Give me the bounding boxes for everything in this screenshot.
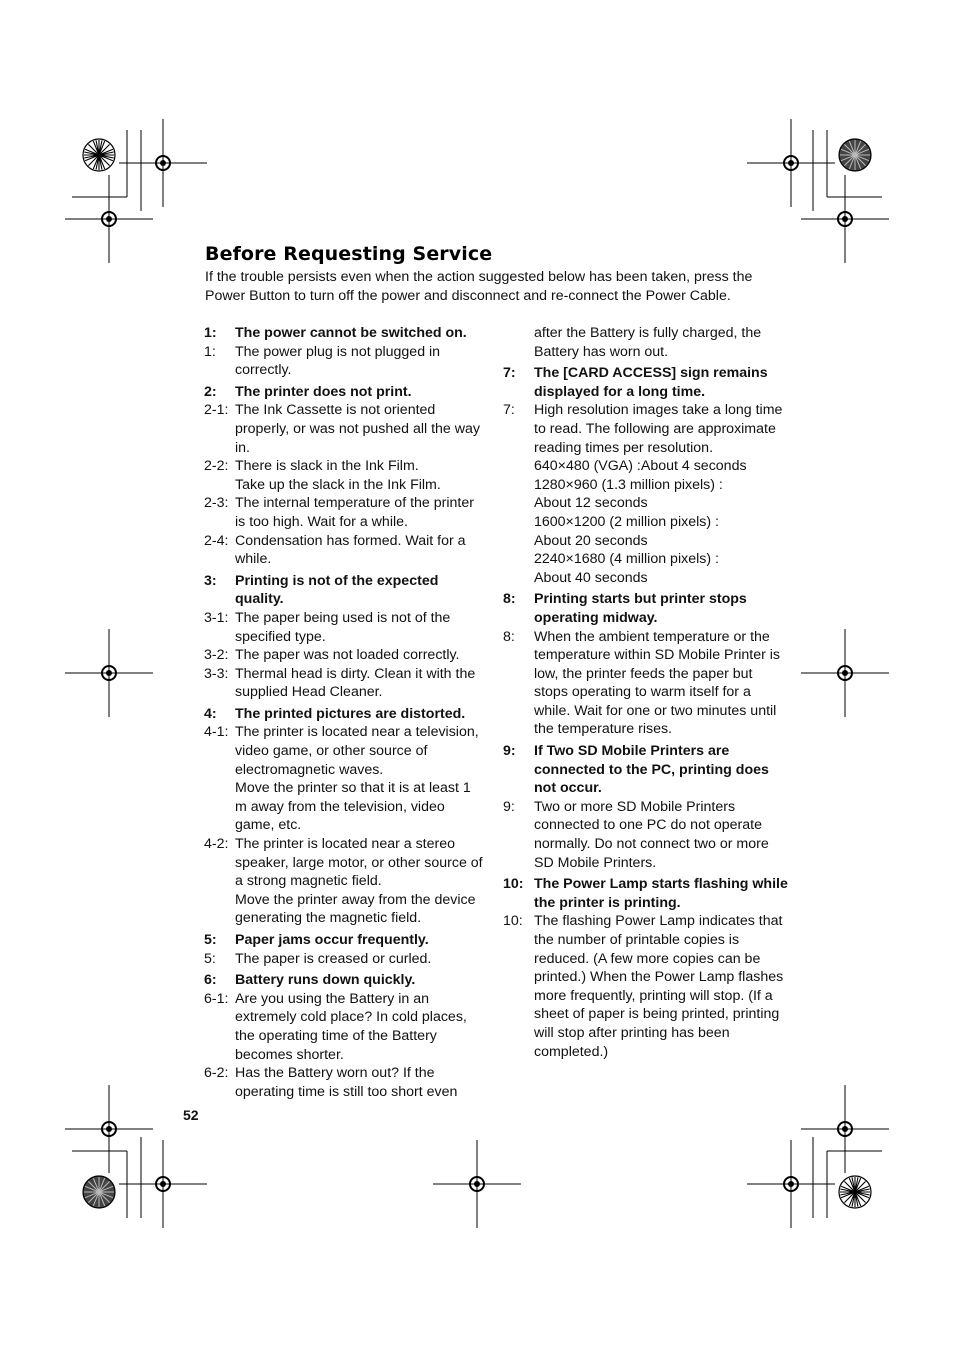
item-extra-line: 1600×1200 (2 million pixels) : [534,513,719,530]
problem-heading [204,971,486,990]
cause-item [204,835,486,928]
item-continuation: after the Battery is fully charged, the Battery has worn out. [534,325,762,360]
item-number: 5: [204,950,216,967]
item-text: The flashing Power Lamp indicates that the number of printable copies is reduced. (A few more copies can be printed.) When the Power Lamp flashes more frequently, printing will stop. (If a sheet of paper is being printed, printing will stop after printing has been completed.) [534,913,784,1060]
cause-item [204,532,486,569]
item-number: 3-2: [204,647,229,664]
item-text: The power plug is not plugged in correctly. [235,343,441,379]
intro-paragraph: If the trouble persists even when the action suggested below has been taken, press the Power Button to turn off the power and disconnect and re-connect the Power Cable. [205,269,753,304]
item-number: 2-3: [204,495,229,512]
item-extra-line: 640×480 (VGA) :About 4 seconds [534,458,747,475]
item-number: 3-3: [204,665,229,682]
item-text: High resolution images take a long time to read. The following are approximate reading times per resolution. [534,402,783,456]
item-text-block [235,401,486,457]
cause-item [204,990,486,1064]
item-extra-line: About 12 seconds [534,495,648,512]
item-number: 10: [503,876,524,893]
item-number: 10: [503,913,523,930]
item-number: 4: [204,705,217,722]
item-text: Has the Battery worn out? If the operating time is still too short even [235,1065,458,1100]
item-number: 7: [503,402,515,419]
page-title: Before Requesting Service [205,243,493,265]
item-text-block [235,665,486,702]
item-number: 2-1: [204,402,229,419]
cause-item [503,912,789,1061]
item-number: 6-2: [204,1065,229,1082]
item-number: 4-2: [204,836,229,853]
item-text-block [235,646,486,665]
item-text: The printed pictures are distorted. [235,705,466,722]
item-number: 4-1: [204,724,229,741]
cause-item [204,1064,486,1101]
item-text-block [235,324,486,343]
item-text-block [534,875,789,912]
problem-heading [503,364,789,401]
cause-item [503,798,789,872]
item-text-block [534,912,789,1061]
cause-item [204,343,486,380]
item-text: Printing starts but printer stops operating midway. [534,591,747,626]
item-number: 3: [204,572,217,589]
item-text-block [235,609,486,646]
cause-item [204,401,486,457]
item-text-block [534,742,789,798]
item-text: Battery runs down quickly. [235,972,416,989]
item-number: 9: [503,743,516,760]
item-text: The paper is creased or curled. [235,950,432,967]
left-column [204,324,486,1101]
item-text: Printing is not of the expected quality. [235,572,439,608]
item-text-block [534,628,789,740]
item-text: The paper being used is not of the specified type. [235,609,451,645]
item-extra-line: 2240×1680 (4 million pixels) : [534,551,719,568]
item-extra-line: Move the printer away from the device generating the magnetic field. [235,891,476,927]
item-number: 6: [204,972,217,989]
item-text-block [235,383,486,402]
cause-item [204,646,486,665]
item-text: The [CARD ACCESS] sign remains displayed for a long time. [534,365,768,400]
problem-heading [204,705,486,724]
item-text: The printer is located near a television, video game, or other source of electromagnetic waves. [235,724,479,778]
item-number: 6-1: [204,990,229,1007]
cause-item [204,665,486,702]
item-text-block [235,950,486,969]
item-extra-line: Take up the slack in the Ink Film. [235,476,441,493]
item-text: Thermal head is dirty. Clean it with the supplied Head Cleaner. [235,665,476,701]
item-text: The printer does not print. [235,383,412,400]
item-text: There is slack in the Ink Film. [235,458,419,475]
item-extra-line: About 40 seconds [534,569,648,586]
right-column [503,324,789,1061]
item-text: Paper jams occur frequently. [235,932,429,948]
cause-item [204,494,486,531]
item-text: If Two SD Mobile Printers are connected to the PC, printing does not occur. [534,743,769,797]
item-text-block [235,705,486,724]
item-text-block [534,401,789,587]
cause-item [204,950,486,969]
cause-item [204,457,486,494]
item-text-block [235,1064,486,1101]
item-text: The Power Lamp starts flashing while the printer is printing. [534,876,788,911]
item-extra-line: Move the printer so that it is at least 1 m away from the television, video game, etc. [235,780,471,834]
item-number: 7: [503,365,516,382]
problem-heading [503,875,789,912]
item-text-block [534,364,789,401]
item-text-block [235,532,486,569]
item-text-block [235,931,486,950]
item-number: 2-2: [204,458,229,475]
item-text-block [235,971,486,990]
problem-heading [204,324,486,343]
item-text-block [534,798,789,872]
cause-item [503,401,789,587]
item-text-block [534,590,789,627]
problem-heading [204,572,486,609]
item-number: 3-1: [204,609,229,626]
problem-heading [204,383,486,402]
problem-heading [503,590,789,627]
item-extra-line: About 20 seconds [534,532,648,549]
item-text: The power cannot be switched on. [235,325,467,341]
item-number: 8: [503,591,516,608]
item-text: The printer is located near a stereo speaker, large motor, or other source of a strong magnetic field. [235,836,483,890]
item-text-block [235,494,486,531]
item-text: Are you using the Battery in an extremely cold place? In cold places, the operating time of the Battery becomes shorter. [235,990,467,1063]
item-text: When the ambient temperature or the temperature within SD Mobile Printer is low, the printer feeds the paper but stops operating to warm itself for a while. Wait for one or two minutes until the temperature rises. [534,628,781,738]
cause-item [204,723,486,835]
item-text: The paper was not loaded correctly. [235,647,460,664]
item-text-block [235,723,486,835]
item-text-block [235,990,486,1064]
item-text-block [235,572,486,609]
item-number: 9: [503,798,515,815]
item-text: The internal temperature of the printer is too high. Wait for a while. [235,495,474,530]
item-text: Condensation has formed. Wait for a while. [235,532,466,568]
item-text-block [235,343,486,380]
item-number: 8: [503,628,515,645]
page-number: 52 [183,1107,199,1123]
problem-heading [503,742,789,798]
item-number: 5: [204,932,217,948]
problem-heading [204,931,486,950]
cause-item [503,628,789,740]
item-extra-line: 1280×960 (1.3 million pixels) : [534,476,723,493]
item-text: Two or more SD Mobile Printers connected to one PC do not operate normally. Do not connect two or more SD Mobile Printers. [534,798,769,871]
item-text: The Ink Cassette is not oriented properly, or was not pushed all the way in. [235,402,480,456]
item-number: 2-4: [204,532,229,549]
item-text-block [235,835,486,928]
item-number: 2: [204,383,217,400]
item-text-block [235,457,486,494]
cause-item [204,609,486,646]
item-number: 1: [204,343,216,360]
item-number: 1: [204,325,217,341]
